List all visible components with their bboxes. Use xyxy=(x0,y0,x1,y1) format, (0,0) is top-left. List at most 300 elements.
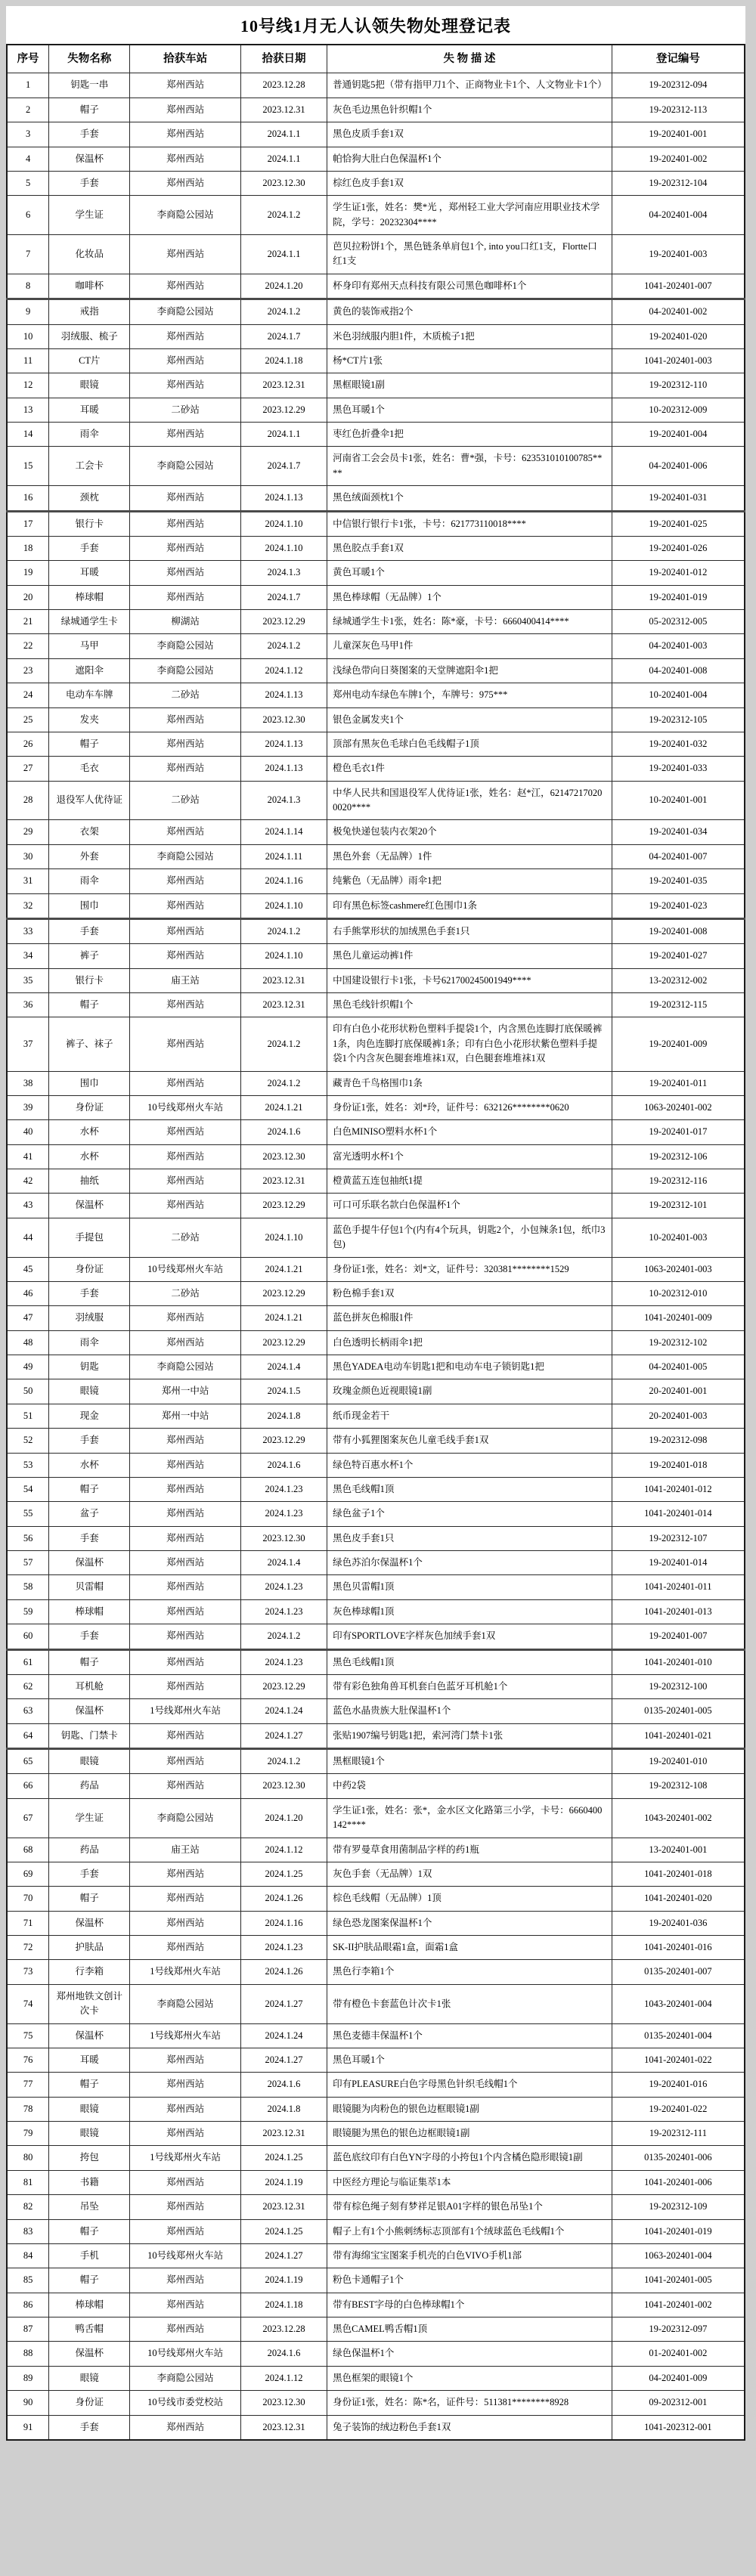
cell-registration-no: 19-202401-026 xyxy=(612,536,745,560)
cell-date: 2024.1.18 xyxy=(240,348,327,373)
cell-registration-no: 19-202401-031 xyxy=(612,486,745,511)
cell-description: 中药2袋 xyxy=(327,1774,612,1798)
cell-station: 郑州西站 xyxy=(130,2317,240,2342)
cell-serial-no: 57 xyxy=(7,1551,49,1575)
cell-registration-no: 20-202401-003 xyxy=(612,1404,745,1428)
cell-date: 2024.1.2 xyxy=(240,1017,327,1071)
cell-registration-no: 1041-202401-005 xyxy=(612,2268,745,2293)
table-row xyxy=(7,1502,745,1526)
table-row xyxy=(7,683,745,707)
cell-description: 黑色框架的眼镜1个 xyxy=(327,2366,612,2390)
cell-date: 2024.1.19 xyxy=(240,2268,327,2293)
table-row xyxy=(7,2195,745,2219)
cell-station: 郑州西站 xyxy=(130,1477,240,1501)
cell-item-name: 银行卡 xyxy=(49,968,130,992)
cell-registration-no: 13-202312-002 xyxy=(612,968,745,992)
cell-item-name: 耳机舱 xyxy=(49,1674,130,1698)
cell-registration-no: 19-202312-106 xyxy=(612,1144,745,1169)
table-row xyxy=(7,1120,745,1144)
cell-station: 郑州西站 xyxy=(130,1120,240,1144)
cell-serial-no: 84 xyxy=(7,2243,49,2268)
column-header-item-name: 失物名称 xyxy=(49,45,130,73)
cell-date: 2023.12.30 xyxy=(240,171,327,195)
cell-date: 2024.1.8 xyxy=(240,1404,327,1428)
cell-station: 郑州西站 xyxy=(130,511,240,536)
cell-serial-no: 56 xyxy=(7,1526,49,1550)
cell-station: 郑州西站 xyxy=(130,2097,240,2121)
cell-date: 2024.1.10 xyxy=(240,944,327,968)
column-header-registration-no: 登记编号 xyxy=(612,45,745,73)
cell-registration-no: 10-202401-004 xyxy=(612,683,745,707)
cell-station: 郑州西站 xyxy=(130,732,240,756)
cell-item-name: 身份证 xyxy=(49,2391,130,2415)
cell-description: 印有白色小花形状粉色塑料手提袋1个，内含黑色连脚打底保暖裤1条，肉色连脚打底保暖裤1条；印有白色小花形状紫色塑料手提袋1个内含灰色腿套堆堆袜1双，白色腿套堆堆袜1双 xyxy=(327,1017,612,1071)
cell-serial-no: 83 xyxy=(7,2219,49,2243)
cell-station: 郑州西站 xyxy=(130,993,240,1017)
cell-item-name: 吊坠 xyxy=(49,2195,130,2219)
cell-registration-no: 1041-202401-022 xyxy=(612,2048,745,2072)
cell-item-name: 帽子 xyxy=(49,2268,130,2293)
cell-station: 郑州西站 xyxy=(130,348,240,373)
cell-date: 2024.1.13 xyxy=(240,732,327,756)
cell-registration-no: 19-202401-025 xyxy=(612,511,745,536)
cell-item-name: CT片 xyxy=(49,348,130,373)
cell-item-name: 现金 xyxy=(49,1404,130,1428)
cell-station: 李商隐公园站 xyxy=(130,1984,240,2023)
table-row xyxy=(7,781,745,820)
cell-date: 2024.1.14 xyxy=(240,820,327,844)
cell-station: 1号线郑州火车站 xyxy=(130,1960,240,1984)
cell-serial-no: 78 xyxy=(7,2097,49,2121)
cell-station: 郑州西站 xyxy=(130,944,240,968)
cell-description: 黑色绒面颈枕1个 xyxy=(327,486,612,511)
cell-date: 2023.12.28 xyxy=(240,73,327,98)
cell-station: 郑州西站 xyxy=(130,757,240,781)
cell-description: 可口可乐联名款白色保温杯1个 xyxy=(327,1194,612,1218)
table-row xyxy=(7,707,745,732)
cell-registration-no: 13-202401-001 xyxy=(612,1838,745,1862)
table-row xyxy=(7,1774,745,1798)
cell-date: 2024.1.25 xyxy=(240,1862,327,1886)
cell-registration-no: 04-202401-007 xyxy=(612,844,745,868)
cell-serial-no: 86 xyxy=(7,2293,49,2317)
cell-serial-no: 23 xyxy=(7,658,49,683)
cell-description: 绿色盆子1个 xyxy=(327,1502,612,1526)
cell-serial-no: 63 xyxy=(7,1699,49,1723)
cell-description: 帽子上有1个小熊刺绣标志顶部有1个绒球蓝色毛线帽1个 xyxy=(327,2219,612,2243)
table-row xyxy=(7,1723,745,1748)
cell-description: 灰色手套（无品牌）1双 xyxy=(327,1862,612,1886)
cell-serial-no: 75 xyxy=(7,2023,49,2048)
cell-registration-no: 19-202401-035 xyxy=(612,869,745,893)
cell-item-name: 工会卡 xyxy=(49,447,130,486)
cell-station: 郑州西站 xyxy=(130,1936,240,1960)
cell-registration-no: 19-202312-116 xyxy=(612,1169,745,1194)
cell-description: 灰色毛边黑色针织帽1个 xyxy=(327,98,612,122)
cell-item-name: 手套 xyxy=(49,918,130,943)
cell-serial-no: 81 xyxy=(7,2170,49,2194)
cell-station: 郑州西站 xyxy=(130,171,240,195)
cell-date: 2024.1.23 xyxy=(240,1477,327,1501)
table-row xyxy=(7,2146,745,2170)
cell-date: 2024.1.27 xyxy=(240,2048,327,2072)
table-row xyxy=(7,73,745,98)
cell-serial-no: 61 xyxy=(7,1649,49,1674)
cell-station: 10号线郑州火车站 xyxy=(130,1257,240,1281)
cell-station: 郑州西站 xyxy=(130,423,240,447)
cell-item-name: 身份证 xyxy=(49,1095,130,1119)
cell-station: 郑州西站 xyxy=(130,147,240,171)
cell-station: 二砂站 xyxy=(130,398,240,422)
cell-station: 李商隐公园站 xyxy=(130,2366,240,2390)
cell-date: 2024.1.12 xyxy=(240,1838,327,1862)
cell-serial-no: 45 xyxy=(7,1257,49,1281)
cell-date: 2024.1.6 xyxy=(240,1453,327,1477)
cell-date: 2023.12.30 xyxy=(240,2391,327,2415)
cell-serial-no: 42 xyxy=(7,1169,49,1194)
cell-item-name: 手套 xyxy=(49,1281,130,1305)
cell-date: 2024.1.1 xyxy=(240,235,327,274)
cell-serial-no: 69 xyxy=(7,1862,49,1886)
cell-serial-no: 46 xyxy=(7,1281,49,1305)
cell-registration-no: 10-202312-009 xyxy=(612,398,745,422)
cell-serial-no: 51 xyxy=(7,1404,49,1428)
cell-serial-no: 50 xyxy=(7,1379,49,1404)
cell-date: 2023.12.29 xyxy=(240,1194,327,1218)
cell-item-name: 手套 xyxy=(49,1624,130,1649)
cell-item-name: 保温杯 xyxy=(49,2342,130,2366)
cell-registration-no: 1043-202401-002 xyxy=(612,1798,745,1838)
table-row xyxy=(7,610,745,634)
cell-registration-no: 04-202401-003 xyxy=(612,634,745,658)
table-row xyxy=(7,1477,745,1501)
cell-date: 2023.12.29 xyxy=(240,398,327,422)
cell-item-name: 帽子 xyxy=(49,1887,130,1911)
cell-date: 2024.1.25 xyxy=(240,2219,327,2243)
cell-item-name: 手套 xyxy=(49,1862,130,1886)
cell-registration-no: 04-202401-004 xyxy=(612,196,745,235)
table-row xyxy=(7,2317,745,2342)
table-row xyxy=(7,1551,745,1575)
cell-serial-no: 31 xyxy=(7,869,49,893)
cell-station: 郑州西站 xyxy=(130,1749,240,1774)
cell-description: 学生证1张，姓名：樊*光 ，郑州轻工业大学河南应用职业技术学院，学号：20232304**** xyxy=(327,196,612,235)
cell-date: 2024.1.13 xyxy=(240,486,327,511)
cell-registration-no: 01-202401-002 xyxy=(612,2342,745,2366)
cell-registration-no: 19-202401-019 xyxy=(612,585,745,609)
cell-date: 2023.12.31 xyxy=(240,2415,327,2440)
cell-serial-no: 53 xyxy=(7,1453,49,1477)
table-row xyxy=(7,893,745,918)
cell-description: 黑色棒球帽（无品牌）1个 xyxy=(327,585,612,609)
cell-station: 郑州西站 xyxy=(130,1502,240,1526)
cell-description: 学生证1张，姓名：张*，金水区文化路第三小学，卡号：6660400142**** xyxy=(327,1798,612,1838)
cell-registration-no: 19-202401-036 xyxy=(612,1911,745,1935)
cell-description: 白色MINISO塑料水杯1个 xyxy=(327,1120,612,1144)
cell-registration-no: 19-202312-102 xyxy=(612,1330,745,1355)
cell-registration-no: 19-202401-022 xyxy=(612,2097,745,2121)
cell-description: 眼镜腿为肉粉色的银色边框眼镜1副 xyxy=(327,2097,612,2121)
cell-item-name: 耳暖 xyxy=(49,2048,130,2072)
cell-date: 2024.1.3 xyxy=(240,561,327,585)
table-row xyxy=(7,1404,745,1428)
cell-registration-no: 0135-202401-007 xyxy=(612,1960,745,1984)
cell-serial-no: 58 xyxy=(7,1575,49,1599)
cell-date: 2024.1.24 xyxy=(240,1699,327,1723)
cell-registration-no: 10-202312-010 xyxy=(612,1281,745,1305)
cell-registration-no: 19-202401-004 xyxy=(612,423,745,447)
table-row xyxy=(7,423,745,447)
cell-date: 2024.1.25 xyxy=(240,2146,327,2170)
cell-description: 黑色毛线帽1顶 xyxy=(327,1477,612,1501)
cell-station: 郑州西站 xyxy=(130,2219,240,2243)
cell-serial-no: 36 xyxy=(7,993,49,1017)
cell-registration-no: 19-202312-109 xyxy=(612,2195,745,2219)
cell-serial-no: 25 xyxy=(7,707,49,732)
cell-item-name: 保温杯 xyxy=(49,1911,130,1935)
cell-description: 顶部有黑灰色毛球白色毛线帽子1顶 xyxy=(327,732,612,756)
table-row xyxy=(7,634,745,658)
table-row xyxy=(7,447,745,486)
cell-description: 蓝色底纹印有白色YN字母的小挎包1个内含橘色隐形眼镜1副 xyxy=(327,2146,612,2170)
cell-date: 2023.12.30 xyxy=(240,707,327,732)
cell-date: 2024.1.26 xyxy=(240,1960,327,1984)
table-row xyxy=(7,1887,745,1911)
table-row xyxy=(7,1306,745,1330)
cell-description: 中信银行银行卡1张，卡号：621773110018**** xyxy=(327,511,612,536)
cell-serial-no: 37 xyxy=(7,1017,49,1071)
table-row xyxy=(7,536,745,560)
cell-serial-no: 74 xyxy=(7,1984,49,2023)
table-row xyxy=(7,2170,745,2194)
cell-station: 郑州西站 xyxy=(130,1526,240,1550)
cell-description: 印有PLEASURE白色字母黑色针织毛线帽1个 xyxy=(327,2073,612,2097)
cell-registration-no: 19-202401-007 xyxy=(612,1624,745,1649)
cell-description: 绿城通学生卡1张，姓名：陈*豪，卡号：6660400414**** xyxy=(327,610,612,634)
cell-date: 2023.12.30 xyxy=(240,1774,327,1798)
table-row xyxy=(7,2097,745,2121)
cell-registration-no: 1063-202401-003 xyxy=(612,1257,745,1281)
cell-description: SK-II护肤品眼霜1盒，面霜1盒 xyxy=(327,1936,612,1960)
cell-description: 普通钥匙5把（带有指甲刀1个、正商物业卡1个、人文物业卡1个） xyxy=(327,73,612,98)
cell-item-name: 钥匙、门禁卡 xyxy=(49,1723,130,1748)
cell-serial-no: 19 xyxy=(7,561,49,585)
cell-station: 郑州西站 xyxy=(130,1169,240,1194)
cell-registration-no: 20-202401-001 xyxy=(612,1379,745,1404)
cell-station: 郑州西站 xyxy=(130,1649,240,1674)
cell-description: 身份证1张，姓名：陈*名，证件号：511381********8928 xyxy=(327,2391,612,2415)
cell-description: 黑框眼镜1个 xyxy=(327,1749,612,1774)
cell-item-name: 银行卡 xyxy=(49,511,130,536)
cell-registration-no: 19-202401-009 xyxy=(612,1017,745,1071)
cell-station: 郑州西站 xyxy=(130,893,240,918)
cell-item-name: 书籍 xyxy=(49,2170,130,2194)
cell-registration-no: 1041-202401-013 xyxy=(612,1599,745,1624)
cell-serial-no: 77 xyxy=(7,2073,49,2097)
cell-serial-no: 7 xyxy=(7,235,49,274)
cell-date: 2023.12.30 xyxy=(240,1526,327,1550)
cell-description: 带有海绵宝宝图案手机壳的白色VIVO手机1部 xyxy=(327,2243,612,2268)
cell-date: 2023.12.29 xyxy=(240,1674,327,1698)
cell-description: 黑色皮手套1只 xyxy=(327,1526,612,1550)
table-row xyxy=(7,993,745,1017)
cell-serial-no: 54 xyxy=(7,1477,49,1501)
cell-description: 银色金属发夹1个 xyxy=(327,707,612,732)
table-row xyxy=(7,2219,745,2243)
cell-item-name: 手机 xyxy=(49,2243,130,2268)
table-row xyxy=(7,147,745,171)
cell-date: 2024.1.12 xyxy=(240,2366,327,2390)
table-row xyxy=(7,1257,745,1281)
cell-serial-no: 6 xyxy=(7,196,49,235)
cell-serial-no: 90 xyxy=(7,2391,49,2415)
cell-registration-no: 19-202401-010 xyxy=(612,1749,745,1774)
cell-registration-no: 19-202401-014 xyxy=(612,1551,745,1575)
cell-item-name: 帽子 xyxy=(49,1477,130,1501)
table-row xyxy=(7,1798,745,1838)
cell-date: 2024.1.4 xyxy=(240,1355,327,1379)
table-row xyxy=(7,1379,745,1404)
cell-date: 2024.1.6 xyxy=(240,1120,327,1144)
cell-station: 庙王站 xyxy=(130,968,240,992)
cell-station: 郑州一中站 xyxy=(130,1379,240,1404)
cell-item-name: 化妆品 xyxy=(49,235,130,274)
cell-date: 2024.1.7 xyxy=(240,447,327,486)
cell-item-name: 学生证 xyxy=(49,1798,130,1838)
cell-registration-no: 19-202312-094 xyxy=(612,73,745,98)
table-row xyxy=(7,658,745,683)
cell-station: 10号线市委党校站 xyxy=(130,2391,240,2415)
table-row xyxy=(7,2073,745,2097)
cell-serial-no: 13 xyxy=(7,398,49,422)
table-row xyxy=(7,2391,745,2415)
cell-date: 2024.1.10 xyxy=(240,536,327,560)
cell-item-name: 水杯 xyxy=(49,1453,130,1477)
cell-item-name: 颈枕 xyxy=(49,486,130,511)
table-row xyxy=(7,2415,745,2440)
cell-serial-no: 22 xyxy=(7,634,49,658)
cell-date: 2024.1.7 xyxy=(240,585,327,609)
cell-item-name: 耳暖 xyxy=(49,398,130,422)
cell-registration-no: 19-202312-108 xyxy=(612,1774,745,1798)
cell-date: 2023.12.28 xyxy=(240,2317,327,2342)
cell-description: 黄色的装饰戒指2个 xyxy=(327,299,612,324)
cell-description: 棕红色皮手套1双 xyxy=(327,171,612,195)
table-row xyxy=(7,968,745,992)
cell-item-name: 药品 xyxy=(49,1838,130,1862)
cell-description: 黑色儿童运动裤1件 xyxy=(327,944,612,968)
cell-serial-no: 28 xyxy=(7,781,49,820)
cell-item-name: 贝雷帽 xyxy=(49,1575,130,1599)
cell-station: 郑州西站 xyxy=(130,1774,240,1798)
cell-registration-no: 19-202401-016 xyxy=(612,2073,745,2097)
cell-serial-no: 24 xyxy=(7,683,49,707)
cell-registration-no: 04-202401-006 xyxy=(612,447,745,486)
cell-description: 黑色YADEA电动车钥匙1把和电动车电子锁钥匙1把 xyxy=(327,1355,612,1379)
cell-station: 李商隐公园站 xyxy=(130,447,240,486)
cell-date: 2024.1.20 xyxy=(240,1798,327,1838)
cell-station: 10号线郑州火车站 xyxy=(130,2243,240,2268)
table-row xyxy=(7,732,745,756)
cell-date: 2023.12.29 xyxy=(240,610,327,634)
cell-item-name: 钥匙一串 xyxy=(49,73,130,98)
cell-serial-no: 76 xyxy=(7,2048,49,2072)
cell-description: 印有SPORTLOVE字样灰色加绒手套1双 xyxy=(327,1624,612,1649)
cell-date: 2023.12.29 xyxy=(240,1281,327,1305)
cell-date: 2024.1.23 xyxy=(240,1936,327,1960)
cell-serial-no: 72 xyxy=(7,1936,49,1960)
cell-description: 蓝色水晶贵族大肚保温杯1个 xyxy=(327,1699,612,1723)
cell-description: 带有棕色绳子刻有梦祥足银A01字样的银色吊坠1个 xyxy=(327,2195,612,2219)
cell-serial-no: 55 xyxy=(7,1502,49,1526)
cell-item-name: 保温杯 xyxy=(49,1194,130,1218)
cell-description: 蓝色手提牛仔包1个(内有4个玩具，钥匙2个，小包辣条1包，纸巾3包) xyxy=(327,1218,612,1257)
cell-date: 2023.12.31 xyxy=(240,2122,327,2146)
table-row xyxy=(7,324,745,348)
cell-registration-no: 19-202312-097 xyxy=(612,2317,745,2342)
cell-description: 绿色苏泊尔保温杯1个 xyxy=(327,1551,612,1575)
table-row xyxy=(7,1749,745,1774)
cell-item-name: 手套 xyxy=(49,171,130,195)
cell-registration-no: 1041-202401-018 xyxy=(612,1862,745,1886)
table-row xyxy=(7,1960,745,1984)
cell-registration-no: 1041-202401-012 xyxy=(612,1477,745,1501)
cell-station: 郑州西站 xyxy=(130,73,240,98)
cell-item-name: 郑州地铁文创计次卡 xyxy=(49,1984,130,2023)
cell-item-name: 帽子 xyxy=(49,993,130,1017)
cell-description: 纯紫色（无品牌）雨伞1把 xyxy=(327,869,612,893)
cell-date: 2023.12.29 xyxy=(240,1330,327,1355)
cell-registration-no: 1041-202401-011 xyxy=(612,1575,745,1599)
cell-item-name: 雨伞 xyxy=(49,423,130,447)
cell-date: 2024.1.2 xyxy=(240,299,327,324)
cell-item-name: 水杯 xyxy=(49,1120,130,1144)
cell-serial-no: 29 xyxy=(7,820,49,844)
cell-serial-no: 14 xyxy=(7,423,49,447)
cell-item-name: 帽子 xyxy=(49,98,130,122)
cell-station: 郑州西站 xyxy=(130,1429,240,1453)
cell-date: 2024.1.24 xyxy=(240,2023,327,2048)
cell-registration-no: 05-202312-005 xyxy=(612,610,745,634)
cell-serial-no: 2 xyxy=(7,98,49,122)
cell-serial-no: 44 xyxy=(7,1218,49,1257)
cell-serial-no: 66 xyxy=(7,1774,49,1798)
table-row xyxy=(7,1862,745,1886)
cell-item-name: 眼镜 xyxy=(49,2366,130,2390)
cell-item-name: 盆子 xyxy=(49,1502,130,1526)
cell-date: 2024.1.1 xyxy=(240,423,327,447)
cell-registration-no: 19-202401-027 xyxy=(612,944,745,968)
table-row xyxy=(7,1071,745,1095)
cell-serial-no: 89 xyxy=(7,2366,49,2390)
cell-station: 郑州西站 xyxy=(130,235,240,274)
cell-station: 郑州西站 xyxy=(130,274,240,299)
cell-registration-no: 1041-202401-016 xyxy=(612,1936,745,1960)
cell-description: 极兔快递包装内衣架20个 xyxy=(327,820,612,844)
table-row xyxy=(7,2122,745,2146)
cell-description: 印有黑色标签cashmere红色围巾1条 xyxy=(327,893,612,918)
cell-station: 郑州西站 xyxy=(130,1887,240,1911)
cell-station: 10号线郑州火车站 xyxy=(130,2342,240,2366)
cell-date: 2024.1.1 xyxy=(240,147,327,171)
table-row xyxy=(7,171,745,195)
cell-serial-no: 1 xyxy=(7,73,49,98)
table-row xyxy=(7,2243,745,2268)
cell-date: 2024.1.2 xyxy=(240,634,327,658)
cell-description: 帕恰狗大肚白色保温杯1个 xyxy=(327,147,612,171)
table-row xyxy=(7,1144,745,1169)
cell-description: 绿色特百惠水杯1个 xyxy=(327,1453,612,1477)
